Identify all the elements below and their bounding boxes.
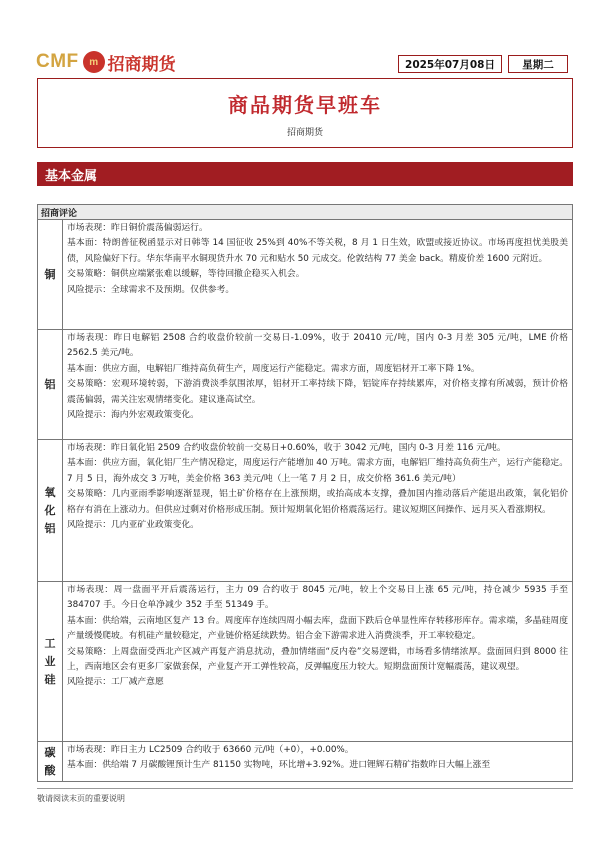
logo-emblem-icon: m	[83, 51, 105, 73]
commodity-name: 铜	[44, 267, 56, 281]
fundamentals: 基本面：特朗普征税函显示对日韩等 14 国征收 25%到 40%不等关税，8 月 1 日生效，欧盟或接近协议。市场再度担忧美股美债，风险偏好下行。华东华南平水铜现货升水 70 元和贴水 50 元成交。伦敦结构 77 美金 back。精废价差 1600 元附近。	[67, 238, 568, 264]
commodity-cell	[38, 330, 63, 439]
commodity-cell	[38, 220, 63, 329]
fundamentals: 基本面：供给端，云南地区复产 13 台。周度库存连续四周小幅去库，盘面下跌后仓单显性库存转移形库存。需求端，多晶硅周度产量缓慢爬坡。有机硅产量较稳定，产业链价格延续跌势。铝合金下游需求进入消费淡季，开工率较稳定。	[67, 615, 568, 642]
trading-strategy: 交易策略：上周盘面受西北产区减产再复产消息扰动，叠加情绪面“反内卷”交易逻辑，市场看多情绪浓厚。盘面回归到 8000 往上，西南地区会有更多厂家做套保，产业复产开工弹性较高，反弹幅度压力较大。短期盘面预计宽幅震荡，建议观望。	[67, 646, 568, 673]
commentary-cell	[63, 582, 572, 741]
trading-strategy: 交易策略：几内亚雨季影响逐渐显现，铝土矿价格存在上涨预期，或抬高成本支撑，叠加国内推动落后产能退出政策，氧化铝价格存有消在上涨动力。但供应过剩对价格形成压制。预计短期氧化铝价格震荡运行。建议短期区间操作、远月买入看涨期权。	[67, 489, 568, 515]
table-row-alumina	[37, 440, 573, 582]
market-performance: 市场表现：昨日铜价震荡偏弱运行。	[67, 223, 208, 233]
table-row-lithium-carbonate	[37, 742, 573, 782]
risk-warning: 风险提示：几内亚矿业政策变化。	[67, 520, 199, 531]
trading-strategy: 交易策略：铜供应端紧张难以缓解，等待回撤企稳买入机会。	[67, 269, 305, 280]
risk-warning: 风险提示：工厂减产意愿	[67, 677, 164, 688]
risk-warning: 风险提示：全球需求不及预期。仅供参考。	[67, 284, 235, 295]
market-performance: 市场表现：昨日主力 LC2509 合约收于 63660 元/吨（+0），+0.00%。	[67, 745, 354, 755]
report-weekday: 星期二	[508, 55, 568, 73]
commodity-name: 氧化铝	[44, 485, 56, 535]
footer-note: 敬请阅读末页的重要说明	[37, 794, 125, 803]
commentary-cell	[63, 220, 572, 329]
commodity-name: 碳酸	[44, 745, 56, 777]
table-row-aluminum	[37, 330, 573, 440]
page-title: 商品期货早班车	[228, 93, 382, 117]
fundamentals: 基本面：供应方面，电解铝厂维持高负荷生产，周度运行产能稳定。需求方面，周度铝材开工率下降 1%。	[67, 363, 480, 374]
logo-company-name: 招商期货	[107, 54, 176, 75]
page-subtitle: 招商期货	[286, 128, 323, 138]
risk-warning: 风险提示：海内外宏观政策变化。	[67, 410, 199, 421]
company-logo	[36, 48, 176, 76]
commentary-cell	[63, 440, 572, 581]
table-row-copper	[37, 220, 573, 330]
fundamentals: 基本面：供应方面，氧化铝厂生产情况稳定，周度运行产能增加 40 万吨。需求方面，电解铝厂维持高负荷生产，运行产能稳定。7 月 5 日，海外成交 3 万吨，美金价格 363 美元/吨（上一笔 7 月 2 日，成交价格 361.6 美元/吨）	[67, 458, 568, 484]
commentary-cell	[63, 742, 572, 781]
title-box	[37, 78, 573, 148]
table-row-industrial-silicon	[37, 582, 573, 742]
logo-cmf-text: CMF	[36, 51, 79, 72]
commodity-name: 工业硅	[44, 636, 56, 686]
market-performance: 市场表现：昨日电解铝 2508 合约收盘价较前一交易日-1.09%，收于 20410 元/吨，国内 0-3 月差 305 元/吨，LME 价格 2562.5 美元/吨。	[67, 333, 568, 359]
market-performance: 市场表现：昨日氧化铝 2509 合约收盘价较前一交易日+0.60%，收于 3042 元/吨，国内 0-3 月差 116 元/吨。	[67, 443, 506, 453]
table-header: 招商评论	[37, 204, 573, 220]
market-performance: 市场表现：周一盘面平开后震荡运行，主力 09 合约收于 8045 元/吨，较上个交易日上涨 65 元/吨，持仓减少 5935 手至 384707 手。今日仓单净减少 352 手至 51349 手。	[67, 585, 568, 611]
fundamentals: 基本面：供给端 7 月碳酸锂预计生产 81150 实物吨，环比增+3.92%。进口锂辉石精矿指数昨日大幅上涨至	[67, 760, 491, 771]
commodity-cell	[38, 440, 63, 581]
commodity-cell	[38, 582, 63, 741]
report-date: 2025年07月08日	[398, 55, 502, 73]
commentary-cell	[63, 330, 572, 439]
commodity-cell	[38, 742, 63, 781]
trading-strategy: 交易策略：宏观环境转弱，下游消费淡季氛围浓厚，铝材开工率持续下降，铝锭库存持续累库，对价格支撑有所减弱，预计价格震荡偏弱，需关注宏观情绪变化。建议逢高试空。	[67, 379, 568, 405]
commodity-name: 铝	[44, 377, 56, 391]
section-title: 基本金属	[37, 162, 573, 186]
footer-divider	[37, 788, 573, 789]
